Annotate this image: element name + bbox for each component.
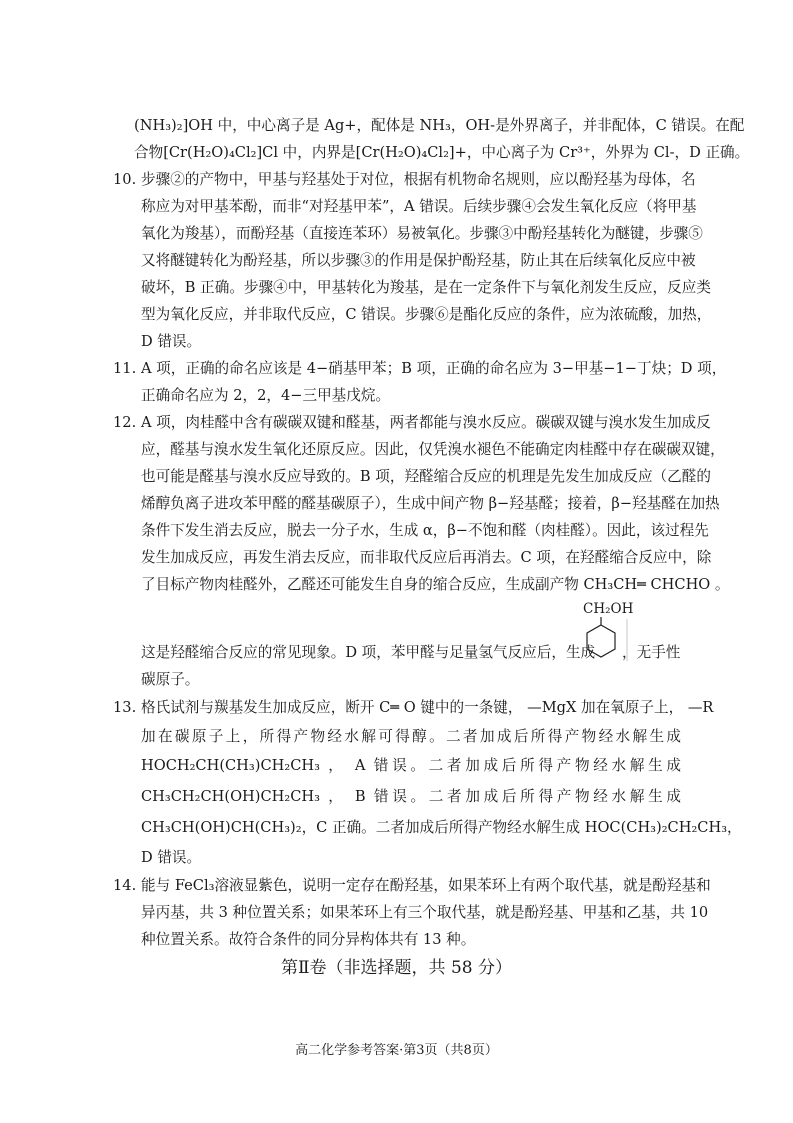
text-line: D 错误。	[141, 849, 202, 866]
text-line: CH₃CH(OH)CH(CH₃)₂，C 正确。二者加成后所得产物经水解生成 HOC(CH₃)₂CH₂CH₃，	[141, 819, 742, 836]
ch2oh-label: CH₂OH	[583, 601, 634, 617]
text-line: 异丙基，共 3 种位置关系；如果苯环上有三个取代基，就是酚羟基、甲基和乙基，共 10	[141, 904, 709, 921]
text-line: 能与 FeCl₃溶液显紫色，说明一定存在酚羟基，如果苯环上有两个取代基，就是酚羟基和	[141, 877, 711, 894]
text-line: HOCH₂CH(CH₃)CH₂CH₃ ， A 错误。二者加成后所得产物经水解生成	[141, 757, 681, 774]
text-line: 应，醛基与溴水发生氧化还原反应。因此，仅凭溴水褪色不能确定肉桂醛中存在碳碳双键，	[141, 441, 725, 458]
question-number: 14.	[113, 877, 137, 894]
text-line: 种位置关系。故符合条件的同分异构体共有 13 种。	[141, 931, 476, 948]
text-line: 破坏，B 正确。步骤④中，甲基转化为羧基，是在一定条件下与氧化剂发生反应，反应类	[141, 279, 711, 296]
text-line: 又将醚键转化为酚羟基，所以步骤③的作用是保护酚羟基，防止其在后续氧化反应中被	[141, 252, 696, 269]
question-number: 10.	[113, 171, 137, 188]
question-number: 13.	[113, 699, 137, 716]
text-line: 步骤②的产物中，甲基与羟基处于对位，根据有机物命名规则，应以酚羟基为母体，名	[141, 171, 696, 188]
text-line: 发生加成反应，再发生消去反应，而非取代反应后再消去。C 项，在羟醛缩合反应中，除	[141, 549, 712, 566]
text-line: 这是羟醛缩合反应的常见现象。D 项，苯甲醛与足量氢气反应后，生成	[141, 644, 596, 661]
text-line: 氧化为羧基），而酚羟基（直接连苯环）易被氧化。步骤③中酚羟基转化为醚键，步骤⑤	[141, 225, 703, 242]
text-line: ，无手性	[622, 644, 681, 661]
text-line: A 项，肉桂醛中含有碳碳双键和醛基，两者都能与溴水反应。碳碳双键与溴水发生加成反	[141, 414, 711, 431]
text-line: 也可能是醛基与溴水反应导致的。B 项，羟醛缩合反应的机理是先发生加成反应（乙醛的	[141, 468, 711, 485]
question-number: 11.	[113, 360, 137, 377]
text-line: 碳原子。	[141, 671, 200, 688]
text-line: 加在碳原子上，所得产物经水解可得醇。二者加成后所得产物经水解生成	[141, 728, 681, 745]
question-number: 12.	[113, 414, 137, 431]
text-line: 格氏试剂与羰基发生加成反应，断开 C═ O 键中的一条键， —MgX 加在氧原子上， —R	[141, 699, 714, 716]
text-line: 烯醇负离子进攻苯甲醛的醛基碳原子），生成中间产物 β−羟基醛；接着，β−羟基醛在加热	[141, 495, 720, 512]
text-line: 型为氧化反应，并非取代反应，C 错误。步骤⑥是酯化反应的条件，应为浓硫酸，加热，	[141, 306, 712, 323]
text-line: 合物[Cr(H₂O)₄Cl₂]Cl 中，内界是[Cr(H₂O)₄Cl₂]+，中心离子为 Cr³⁺，外界为 Cl-，D 正确。	[134, 144, 750, 161]
text-line: A 项，正确的命名应该是 4−硝基甲苯；B 项，正确的命名应为 3−甲基−1−丁炔；D 项，	[141, 360, 727, 377]
section-title: 第Ⅱ卷（非选择题，共 58 分）	[281, 958, 512, 978]
text-line: D 错误。	[141, 333, 202, 350]
text-line: 正确命名应为 2，2，4−三甲基戊烷。	[141, 387, 391, 404]
text-line: 称应为对甲基苯酚，而非“对羟基甲苯”，A 错误。后续步骤④会发生氧化反应（将甲基	[141, 198, 697, 215]
text-line: 了目标产物肉桂醛外，乙醛还可能发生自身的缩合反应，生成副产物 CH₃CH═ CHCHO 。	[141, 576, 730, 593]
text-line: (NH₃)₂]OH 中，中心离子是 Ag+，配体是 NH₃，OH-是外界离子，并非配体，C 错误。在配	[134, 117, 745, 134]
text-line: CH₃CH₂CH(OH)CH₂CH₃ ， B 错误。二者加成后所得产物经水解生成	[141, 788, 681, 805]
text-line: 条件下发生消去反应，脱去一分子水，生成 α，β−不饱和醛（肉桂醛）。因此，该过程先	[141, 522, 709, 539]
page-footer: 高二化学参考答案·第3页（共8页）	[295, 1043, 498, 1058]
